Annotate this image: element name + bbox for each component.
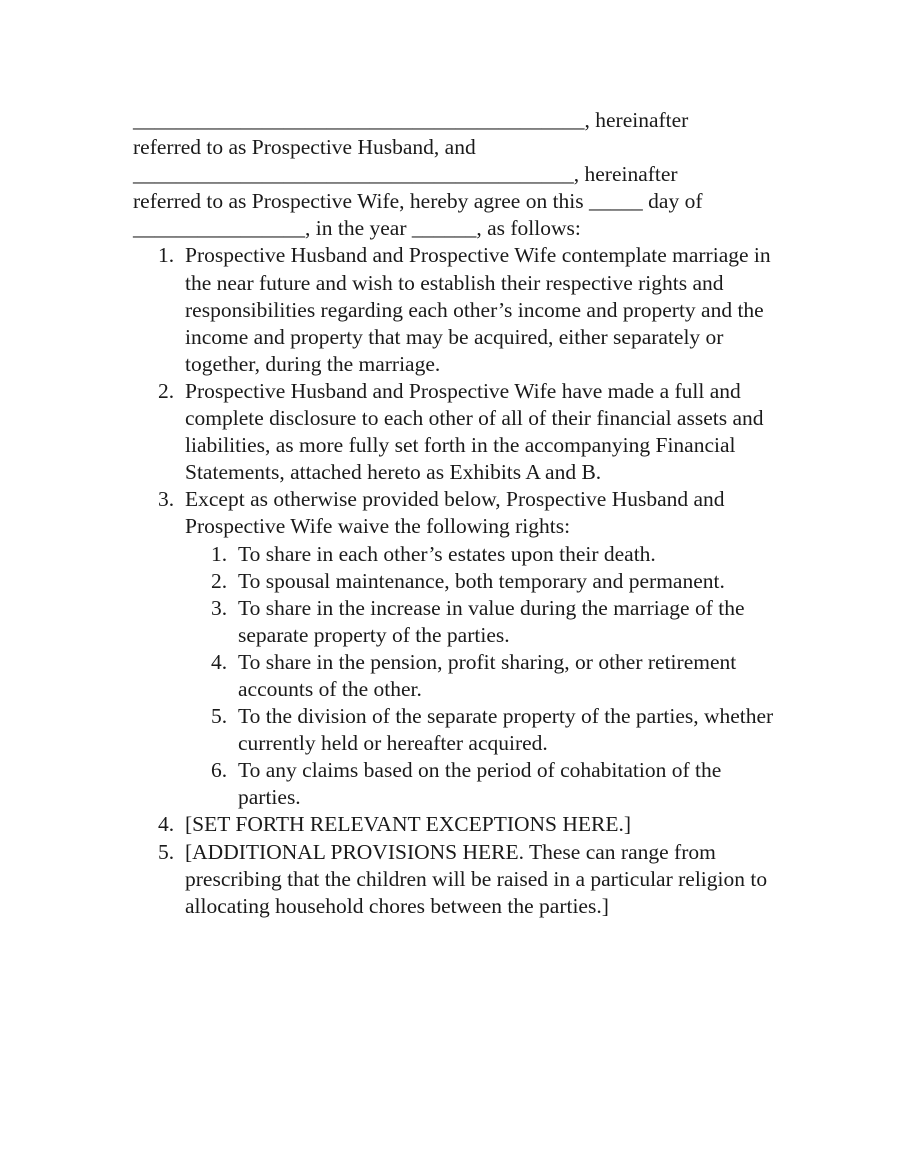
intro-line-2: referred to as Prospective Husband, and bbox=[133, 135, 476, 160]
term-item-1 bbox=[133, 242, 778, 377]
term-item-4 bbox=[133, 811, 778, 838]
term-text: [SET FORTH RELEVANT EXCEPTIONS HERE.] bbox=[185, 812, 632, 837]
waived-right-item bbox=[133, 703, 778, 757]
waived-right-text: To any claims based on the period of cohabitation of the parties. bbox=[238, 758, 722, 810]
waived-right-text: To spousal maintenance, both temporary and permanent. bbox=[238, 568, 725, 593]
waived-right-number: 6. bbox=[211, 758, 228, 783]
term-number: 2. bbox=[158, 378, 175, 403]
term-text: Prospective Husband and Prospective Wife have made a full and complete disclosure to each other of all of their financial assets and liabilities, as more fully set forth in the accompanying Financial Statements, attached hereto as Exhibits A and B. bbox=[185, 378, 764, 485]
intro-line-4: referred to as Prospective Wife, hereby agree on this _____ day of bbox=[133, 189, 703, 214]
term-number: 1. bbox=[158, 243, 175, 268]
waived-rights-list bbox=[133, 541, 778, 812]
waived-right-number: 3. bbox=[211, 595, 228, 620]
waived-right-number: 2. bbox=[211, 568, 228, 593]
waived-right-text: To share in the increase in value during the marriage of the separate property of the parties. bbox=[238, 595, 745, 647]
terms-list bbox=[133, 242, 778, 919]
intro-line-1: __________________________________________, hereinafter bbox=[133, 108, 689, 132]
waived-right-number: 1. bbox=[211, 541, 228, 566]
term-text: [ADDITIONAL PROVISIONS HERE. These can range from prescribing that the children will be raised in a particular religion to allocating household chores between the parties.] bbox=[185, 839, 768, 918]
waived-right-text: To share in the pension, profit sharing, or other retirement accounts of the other. bbox=[238, 649, 737, 701]
waived-right-number: 5. bbox=[211, 704, 228, 729]
agreement-body bbox=[133, 107, 778, 920]
waived-right-text: To share in each other’s estates upon their death. bbox=[238, 541, 656, 566]
term-text: Except as otherwise provided below, Prospective Husband and Prospective Wife waive the following rights: bbox=[185, 487, 725, 539]
waived-right-text: To the division of the separate property of the parties, whether currently held or hereafter acquired. bbox=[238, 704, 774, 756]
waived-right-item bbox=[133, 757, 778, 811]
intro-line-5: ________________, in the year ______, as follows: bbox=[133, 216, 581, 241]
waived-right-item bbox=[133, 541, 778, 568]
term-text: Prospective Husband and Prospective Wife contemplate marriage in the near future and wish to establish their respective rights and responsibilities regarding each other’s income and property and the income and property that may be acquired, either separately or together, during the marriage. bbox=[185, 243, 771, 376]
term-item-3 bbox=[133, 486, 778, 811]
intro-line-3: _________________________________________, hereinafter bbox=[133, 162, 678, 187]
term-item-5 bbox=[133, 839, 778, 920]
waived-right-item bbox=[133, 595, 778, 649]
waived-right-number: 4. bbox=[211, 649, 228, 674]
term-number: 3. bbox=[158, 487, 175, 512]
term-item-2 bbox=[133, 378, 778, 486]
waived-right-item bbox=[133, 568, 778, 595]
term-number: 5. bbox=[158, 839, 175, 864]
term-number: 4. bbox=[158, 812, 175, 837]
waived-right-item bbox=[133, 649, 778, 703]
